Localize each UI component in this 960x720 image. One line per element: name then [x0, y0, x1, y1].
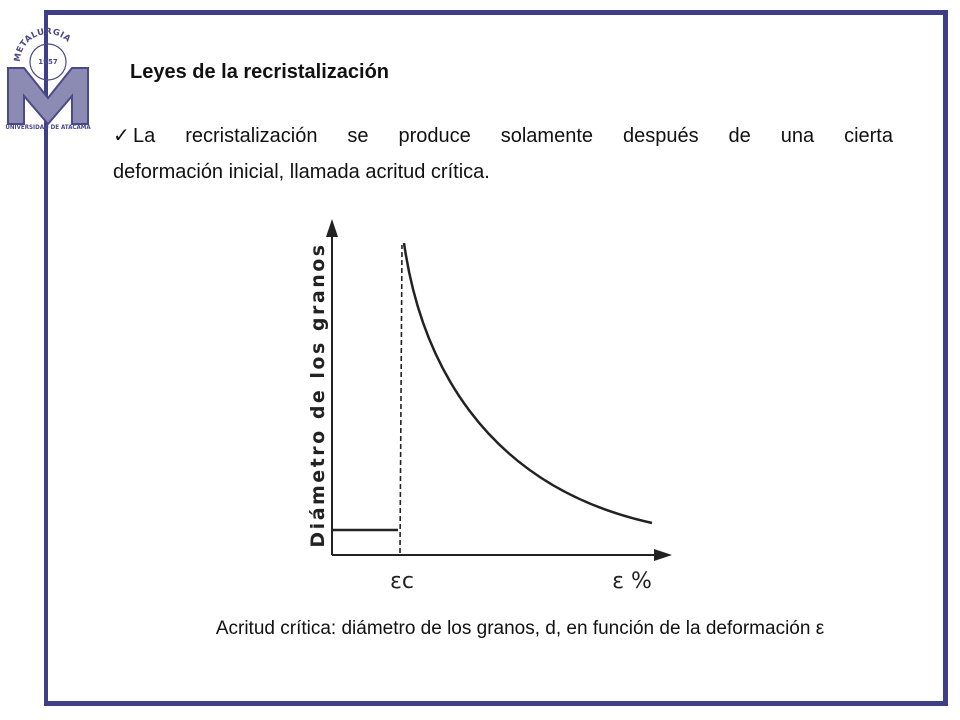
- grain-size-diagram: [280, 205, 700, 605]
- y-axis-arrow: [326, 219, 338, 237]
- bullet-paragraph: [113, 118, 893, 190]
- y-axis-label: Diámetro de los granos: [307, 242, 329, 548]
- critical-dashed-line: [400, 245, 402, 553]
- x-axis-label: ε %: [612, 569, 652, 594]
- bullet-word: de: [728, 125, 751, 147]
- slide-title: Leyes de la recristalización: [130, 61, 390, 83]
- bullet-word: se: [347, 125, 369, 147]
- logo-letter-m: [8, 68, 88, 124]
- bullet-word: una: [780, 125, 815, 147]
- logo-bottom-text: UNIVERSIDAD DE ATACAMA: [5, 124, 91, 130]
- bullet-line-2: deformación inicial, llamada acritud crítica.: [113, 161, 490, 183]
- metalurgia-logo: [2, 6, 94, 130]
- logo-top-text: METALURGIA: [12, 26, 73, 63]
- x-axis-arrow: [654, 549, 672, 561]
- checkmark-icon: ✓: [113, 125, 130, 147]
- bullet-first-word: [113, 118, 155, 154]
- grain-size-curve: [404, 243, 652, 523]
- critical-strain-label: εc: [390, 569, 414, 594]
- bullet-word: La: [133, 125, 156, 147]
- bullet-word: recristalización: [185, 125, 318, 147]
- figure-caption: Acritud crítica: diámetro de los granos, d, en función de la deformación ε: [215, 618, 825, 639]
- logo-year: 1957: [38, 58, 58, 66]
- bullet-word: produce: [398, 125, 471, 147]
- bullet-word: solamente: [500, 125, 594, 147]
- bullet-word: cierta: [844, 125, 893, 147]
- bullet-line-1: [113, 118, 893, 154]
- bullet-word: después: [622, 125, 699, 147]
